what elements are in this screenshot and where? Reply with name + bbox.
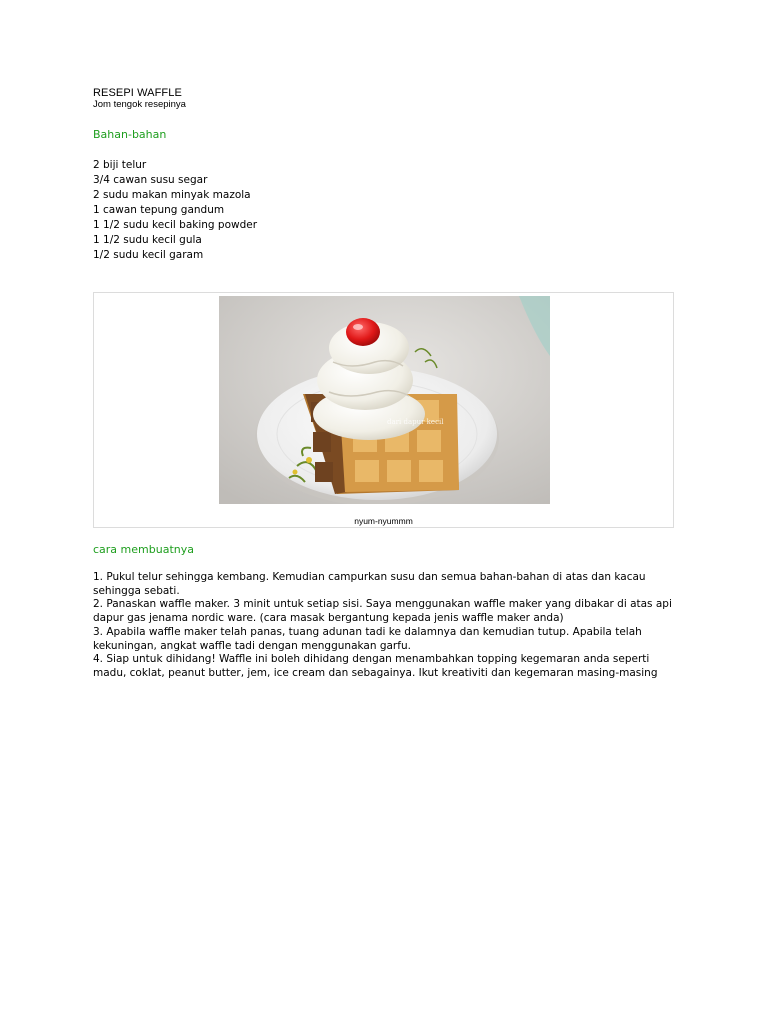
photo-watermark: dari dapur kecil: [387, 418, 444, 426]
ingredient-item: 1 1/2 sudu kecil baking powder: [93, 219, 258, 231]
ingredient-item: 1/2 sudu kecil garam: [93, 249, 204, 261]
method-step: 3. Apabila waffle maker telah panas, tuang adunan tadi ke dalamnya dan kemudian tutup. Apabila telah kekuningan, angkat waffle tadi dengan menggunakan garfu.: [93, 625, 642, 652]
ingredient-item: 1 cawan tepung gandum: [93, 204, 225, 216]
method-step: 2. Panaskan waffle maker. 3 minit untuk setiap sisi. Saya menggunakan waffle maker yang dibakar di atas api dapur gas jenama nordic ware. (cara masak bergantung kepada jenis waffle maker anda): [93, 598, 672, 625]
ingredient-item: 2 sudu makan minyak mazola: [93, 189, 251, 201]
ingredients-list: [93, 158, 257, 263]
document-title: RESEPI WAFFLE: [93, 87, 182, 99]
recipe-document: [93, 87, 676, 679]
ingredient-item: 2 biji telur: [93, 159, 147, 171]
waffle-illustration: [219, 296, 550, 504]
ingredients-heading: Bahan-bahan: [93, 128, 167, 141]
method-step: 1. Pukul telur sehingga kembang. Kemudian campurkan susu dan semua bahan-bahan di atas dan kacau sehingga sebati.: [93, 571, 646, 597]
document-subtitle: Jom tengok resepinya: [93, 99, 186, 110]
ingredient-item: 1 1/2 sudu kecil gula: [93, 234, 202, 246]
photo-figure: [93, 292, 674, 528]
photo-caption: nyum-nyummm: [354, 516, 413, 526]
method-steps: [93, 571, 676, 681]
method-heading: cara membuatnya: [93, 543, 194, 556]
waffle-photo: [219, 296, 550, 504]
ingredient-item: 3/4 cawan susu segar: [93, 174, 208, 186]
method-step: 4. Siap untuk dihidang! Waffle ini boleh dihidang dengan menambahkan topping kegemaran anda seperti madu, coklat, peanut butter, jem, ice cream dan sebagainya. Ikut kreativiti dan kegemaran masing-masing: [93, 653, 658, 679]
